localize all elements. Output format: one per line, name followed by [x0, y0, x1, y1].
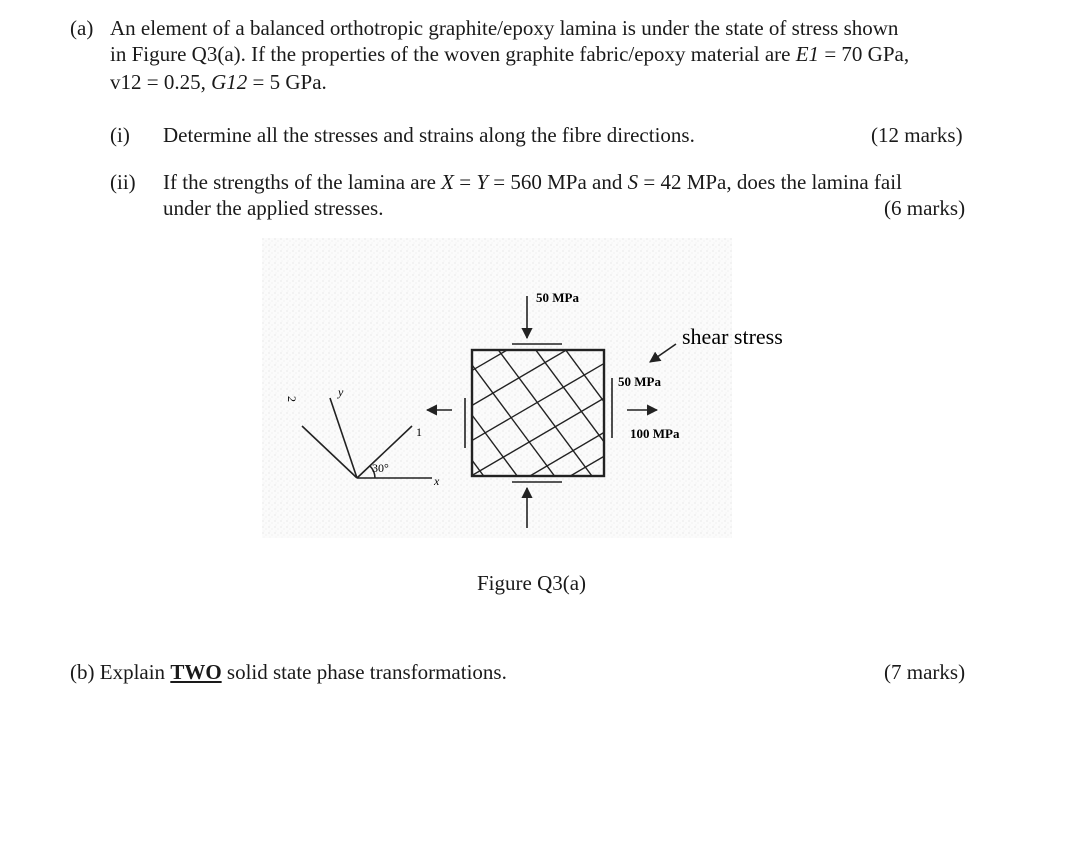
part-a-i-label: (i) [110, 123, 130, 147]
figure-background [262, 238, 732, 538]
axis-label-x: x [434, 474, 440, 488]
part-a-line2: in Figure Q3(a). If the properties of the woven graphite fabric/epoxy material are E1 = 70 GPa, [110, 42, 910, 66]
label-shear-stress: shear stress [682, 324, 783, 349]
angle-label: 30° [372, 461, 389, 475]
figure-caption: Figure Q3(a) [477, 571, 587, 595]
part-a-ii-marks: (6 marks) [884, 196, 966, 220]
part-a-ii-label: (ii) [110, 170, 136, 194]
label-shear-value: 100 MPa [630, 426, 680, 441]
axis-label-2: 2 [285, 396, 299, 402]
part-a-line3: v12 = 0.25, G12 = 5 GPa. [110, 70, 327, 94]
label-right-stress: 50 MPa [618, 374, 661, 389]
part-b-marks: (7 marks) [884, 660, 966, 684]
part-a-ii-line1: If the strengths of the lamina are X = Y = 560 MPa and S = 42 MPa, does the lamina fail [163, 170, 902, 194]
part-a-i-text: Determine all the stresses and strains along the fibre directions. [163, 123, 695, 147]
axis-label-y: y [338, 385, 344, 399]
stress-diagram [262, 238, 783, 538]
part-a-i-marks: (12 marks) [871, 123, 963, 147]
part-a-line1: An element of a balanced orthotropic graphite/epoxy lamina is under the state of stress shown [110, 16, 899, 40]
figure-q3a [262, 238, 783, 538]
symbol-e1: E1 [795, 42, 820, 66]
part-a-label: (a) [70, 16, 94, 40]
symbol-g12: G12 [211, 70, 248, 94]
part-b-emphasis: TWO [170, 660, 222, 684]
part-a-ii-line2: under the applied stresses. [163, 196, 384, 220]
label-top-stress: 50 MPa [536, 290, 579, 305]
axis-label-1: 1 [416, 425, 422, 439]
part-b-text: (b) Explain TWO solid state phase transformations. [70, 660, 507, 684]
